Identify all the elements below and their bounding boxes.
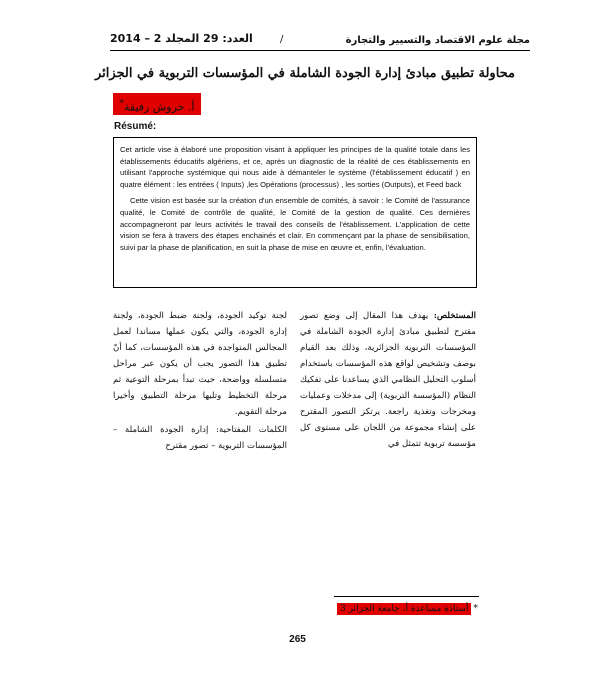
journal-name: مجلة علوم الاقتصاد والتسيير والتجارة <box>345 35 530 46</box>
author-footnote-marker: * <box>119 99 124 109</box>
french-abstract-box <box>113 137 477 288</box>
arabic-abstract-left-column <box>113 308 287 454</box>
arabic-abstract-label: المستخلص: <box>433 311 477 321</box>
author-footnote <box>337 604 478 614</box>
footnote-rule <box>334 596 479 597</box>
keywords: الكلمات المفتاحية: إدارة الجودة الشاملة – المؤسسات التربوية – تصور مقترح <box>113 425 287 451</box>
issue-info: العدد: 29 المجلد 2 – 2014 <box>110 32 253 45</box>
header-rule <box>110 50 530 51</box>
abstract-paragraph-2: Cette vision est basée sur la création d'un ensemble de comités, à savoir : le Comité de l'assurance qualité, le Comité de contrôle de qualité, le Comité de la gestion de qualité. Ces dernières accompagneront par leurs activités le travail des conseils de l'établissement. L'application de cette vision se fera à travers des étapes enchainés et clair. En commençant par la phase de sensibilisation, suivi par la phase de planification, en suit la phase de mise en œuvre et, enfin, l'évaluation. <box>120 196 470 252</box>
arabic-abstract-right-column <box>300 308 476 452</box>
header-separator: / <box>280 34 284 45</box>
author-name-highlight <box>113 93 201 115</box>
resume-heading: Résumé: <box>114 121 157 132</box>
footnote-marker: * <box>473 604 478 614</box>
arabic-abstract-right-text: يهدف هذا المقال إلى وضع تصور مقترح لتطبيق مبادئ إدارة الجودة الشاملة في المؤسسات التربوية الجزائرية، وذلك بعد القيام بوصف وتشخيص لواقع هذه المؤسسات باستخدام أسلوب التحليل النظامي الذي يساعدنا على تفكيك النظام (المؤسسة التربوية) إلى مدخلات وعمليات ومخرجات وتغذية راجعة. يرتكز التصور المقترح على إنشاء مجموعة من اللجان على مستوى كل مؤسسة تربوية تتمثل في <box>300 311 476 449</box>
abstract-paragraph-1: Cet article vise à élaboré une proposition visant à appliquer les principes de la qualité totale dans les établissements éducatifs algériens, et ce, après un diagnostic de la réalité de ces établissements en utilisant l'approche systémique qui nous aide à démanteler le système (l'établissement éducatif ) en quatre élément : les entrées ( Inputs) ,les Opérations (processus) , les sorties (Outputs), et Feed back <box>120 145 470 189</box>
journal-header <box>110 32 530 50</box>
footnote-text: أستاذة مساعدة أ، جامعة الجزائر 3 <box>337 603 471 615</box>
arabic-abstract-left-text: لجنة توكيد الجودة، ولجنة ضبط الجودة، ولجنة إدارة الجودة، والتي يكون عملها مساندا لعمل المجالس المتواجدة في هذه المؤسسات، كما أنّ تطبيق هذا التصور يجب أن يكون عبر مراحل متسلسلة وواضحة، حيث تبدأ بمرحلة التوعية ثم مرحلة التخطيط وتليها مرحلة التطبيق وأخيرا مرحلة التقويم. <box>113 311 287 417</box>
page-number: 265 <box>289 634 306 645</box>
article-title: محاولة تطبيق مبادئ إدارة الجودة الشاملة في المؤسسات التربوية في الجزائر <box>94 66 516 81</box>
author-name: أ. خروش رفيقة <box>123 100 195 114</box>
